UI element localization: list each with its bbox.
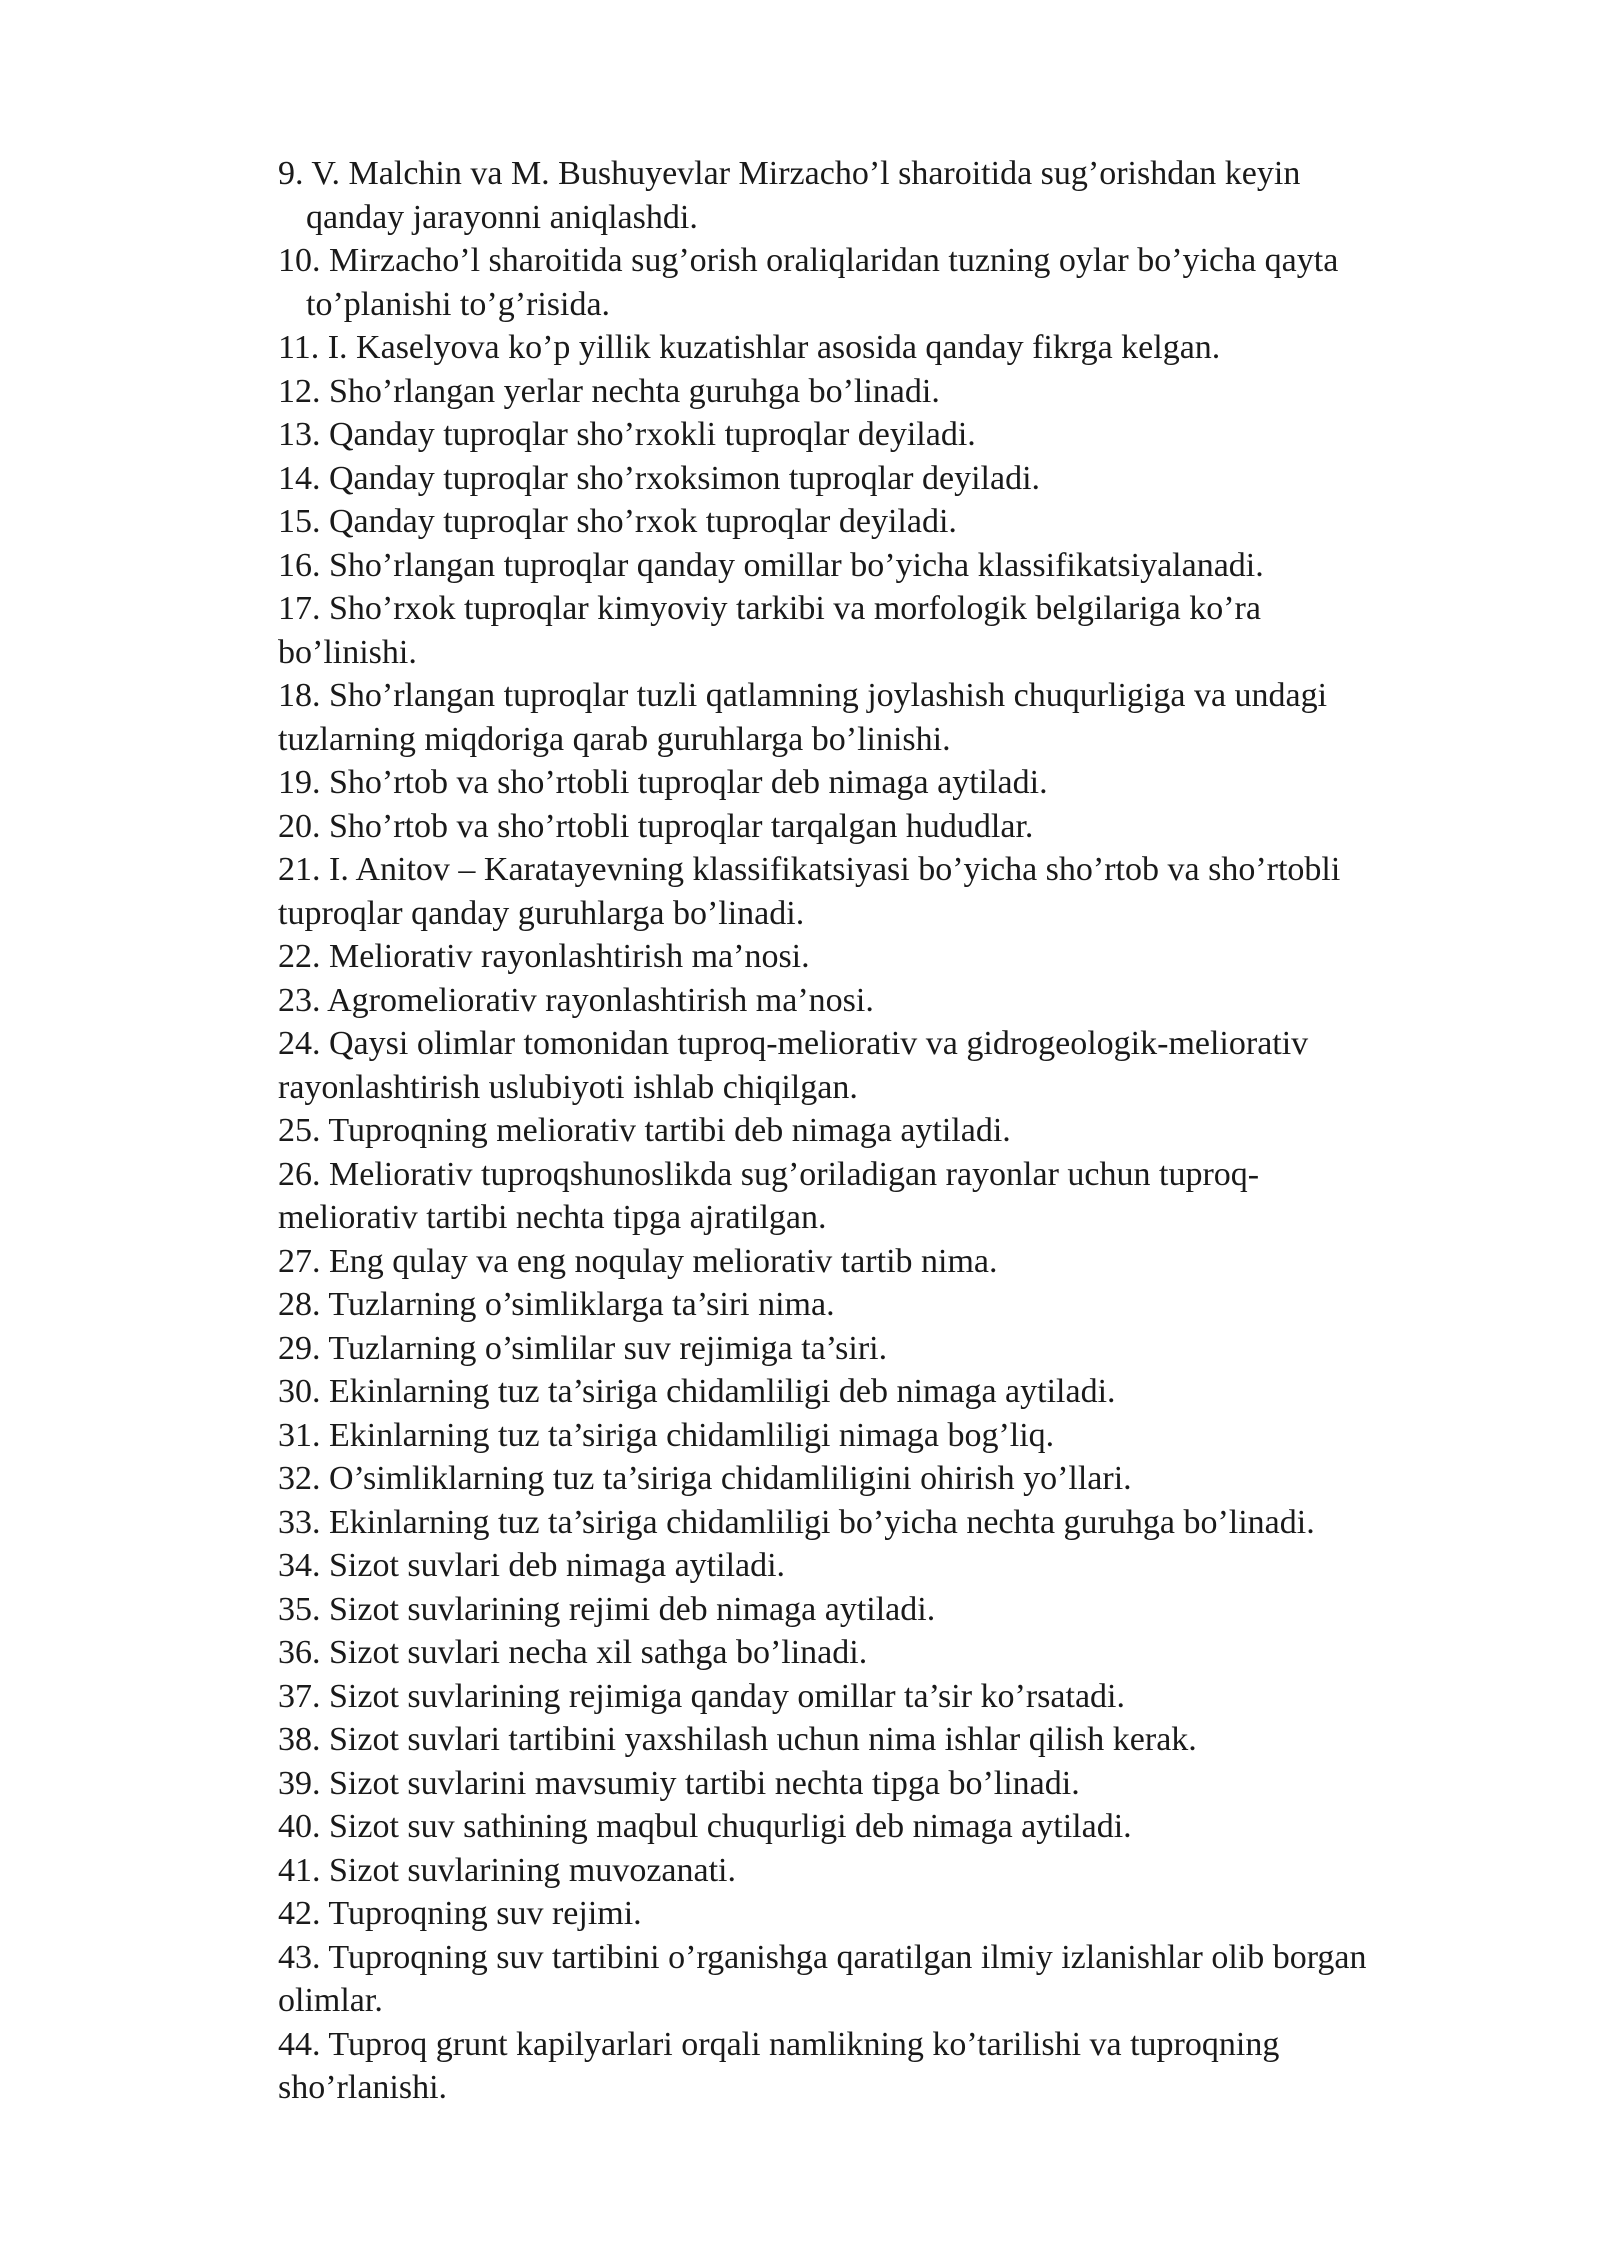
question-item xyxy=(278,239,1518,326)
question-line: qanday jarayonni aniqlashdi. xyxy=(306,198,698,236)
question-line: 14. Qanday tuproqlar sho’rxoksimon tuproqlar deyiladi. xyxy=(278,459,1041,497)
question-item xyxy=(278,1718,1518,1762)
question-item xyxy=(278,1457,1518,1501)
question-item xyxy=(278,979,1518,1023)
question-item xyxy=(278,1762,1518,1806)
question-line: 20. Sho’rtob va sho’rtobli tuproqlar tarqalgan hududlar. xyxy=(278,807,1034,845)
question-line: 11. I. Kaselyova ko’p yillik kuzatishlar asosida qanday fikrga kelgan. xyxy=(278,329,1221,366)
question-line: 29. Tuzlarning o’simlilar suv rejimiga ta’siri. xyxy=(278,1329,888,1367)
question-line: olimlar. xyxy=(278,1982,383,2019)
question-line: 36. Sizot suvlari necha xil sathga bo’linadi. xyxy=(278,1634,868,1671)
question-item xyxy=(278,1675,1518,1719)
question-item xyxy=(278,935,1518,979)
question-item xyxy=(278,370,1518,414)
question-line: 24. Qaysi olimlar tomonidan tuproq-meliorativ va gidrogeologik-meliorativ xyxy=(278,1025,1309,1062)
question-line: rayonlashtirish uslubiyoti ishlab chiqilgan. xyxy=(278,1068,858,1106)
question-item xyxy=(278,1588,1518,1632)
question-line: 12. Sho’rlangan yerlar nechta guruhga bo’linadi. xyxy=(278,372,940,410)
question-item xyxy=(278,152,1518,239)
question-item xyxy=(278,544,1518,588)
question-item xyxy=(278,457,1518,501)
question-line: meliorativ tartibi nechta tipga ajratilgan. xyxy=(278,1199,827,1236)
question-line: 19. Sho’rtob va sho’rtobli tuproqlar deb nimaga aytiladi. xyxy=(278,764,1048,801)
question-item xyxy=(278,1327,1518,1371)
question-line: 30. Ekinlarning tuz ta’siriga chidamliligi deb nimaga aytiladi. xyxy=(278,1373,1116,1410)
question-item xyxy=(278,2023,1518,2110)
question-item xyxy=(278,1022,1518,1109)
question-item xyxy=(278,1501,1518,1545)
question-item xyxy=(278,326,1518,370)
question-line: 32. O’simliklarning tuz ta’siriga chidamliligini ohirish yo’llari. xyxy=(278,1460,1132,1497)
question-item xyxy=(278,1370,1518,1414)
question-line: 27. Eng qulay va eng noqulay meliorativ tartib nima. xyxy=(278,1242,998,1280)
question-item xyxy=(278,674,1518,761)
question-item xyxy=(278,1892,1518,1936)
question-line: to’planishi to’g’risida. xyxy=(306,285,611,323)
question-item xyxy=(278,1936,1518,2023)
question-item xyxy=(278,413,1518,457)
question-line: 28. Tuzlarning o’simliklarga ta’siri nima. xyxy=(278,1286,835,1323)
question-line: 31. Ekinlarning tuz ta’siriga chidamliligi nimaga bog’liq. xyxy=(278,1416,1055,1454)
question-item xyxy=(278,1631,1518,1675)
question-line: 33. Ekinlarning tuz ta’siriga chidamliligi bo’yicha nechta guruhga bo’linadi. xyxy=(278,1503,1315,1541)
question-line: 13. Qanday tuproqlar sho’rxokli tuproqlar deyiladi. xyxy=(278,416,976,453)
question-list xyxy=(278,152,1518,2110)
question-line: 44. Tuproq grunt kapilyarlari orqali namlikning ko’tarilishi va tuproqning xyxy=(278,2025,1280,2063)
question-item xyxy=(278,848,1518,935)
question-line: 26. Meliorativ tuproqshunoslikda sug’oriladigan rayonlar uchun tuproq- xyxy=(278,1155,1260,1193)
question-line: tuproqlar qanday guruhlarga bo’linadi. xyxy=(278,894,805,932)
question-item xyxy=(278,1283,1518,1327)
question-line: 23. Agromeliorativ rayonlashtirish ma’nosi. xyxy=(278,981,874,1019)
question-line: 16. Sho’rlangan tuproqlar qanday omillar bo’yicha klassifikatsiyalanadi. xyxy=(278,546,1264,584)
question-line: 43. Tuproqning suv tartibini o’rganishga qaratilgan ilmiy izlanishlar olib borgan xyxy=(278,1938,1367,1976)
question-line: 41. Sizot suvlarining muvozanati. xyxy=(278,1851,736,1889)
question-line: 15. Qanday tuproqlar sho’rxok tuproqlar deyiladi. xyxy=(278,503,957,540)
question-line: 9. V. Malchin va M. Bushuyevlar Mirzacho’l sharoitida sug’orishdan keyin xyxy=(278,155,1301,192)
question-item xyxy=(278,1414,1518,1458)
question-item xyxy=(278,500,1518,544)
question-line: 34. Sizot suvlari deb nimaga aytiladi. xyxy=(278,1547,786,1584)
question-line: 37. Sizot suvlarining rejimiga qanday omillar ta’sir ko’rsatadi. xyxy=(278,1677,1125,1715)
question-line: 22. Meliorativ rayonlashtirish ma’nosi. xyxy=(278,938,810,975)
question-line: 18. Sho’rlangan tuproqlar tuzli qatlamning joylashish chuqurligiga va undagi xyxy=(278,677,1328,714)
question-line: 10. Mirzacho’l sharoitida sug’orish oraliqlaridan tuzning oylar bo’yicha qayta xyxy=(278,242,1339,279)
question-line: 40. Sizot suv sathining maqbul chuqurligi deb nimaga aytiladi. xyxy=(278,1808,1132,1845)
question-line: 42. Tuproqning suv rejimi. xyxy=(278,1895,642,1932)
question-line: 38. Sizot suvlari tartibini yaxshilash uchun nima ishlar qilish kerak. xyxy=(278,1721,1197,1758)
question-line: 25. Tuproqning meliorativ tartibi deb nimaga aytiladi. xyxy=(278,1112,1011,1149)
question-item xyxy=(278,1544,1518,1588)
question-line: 21. I. Anitov – Karatayevning klassifikatsiyasi bo’yicha sho’rtob va sho’rtobli xyxy=(278,851,1341,888)
question-line: 17. Sho’rxok tuproqlar kimyoviy tarkibi va morfologik belgilariga ko’ra xyxy=(278,590,1261,627)
question-line: bo’linishi. xyxy=(278,633,417,671)
question-item xyxy=(278,1849,1518,1893)
question-item xyxy=(278,1109,1518,1153)
question-line: 35. Sizot suvlarining rejimi deb nimaga aytiladi. xyxy=(278,1590,936,1628)
question-item xyxy=(278,1153,1518,1240)
question-item xyxy=(278,761,1518,805)
question-item xyxy=(278,805,1518,849)
question-item xyxy=(278,587,1518,674)
question-line: sho’rlanishi. xyxy=(278,2069,448,2106)
question-item xyxy=(278,1240,1518,1284)
question-line: 39. Sizot suvlarini mavsumiy tartibi nechta tipga bo’linadi. xyxy=(278,1764,1080,1802)
question-line: tuzlarning miqdoriga qarab guruhlarga bo’linishi. xyxy=(278,720,951,758)
question-item xyxy=(278,1805,1518,1849)
